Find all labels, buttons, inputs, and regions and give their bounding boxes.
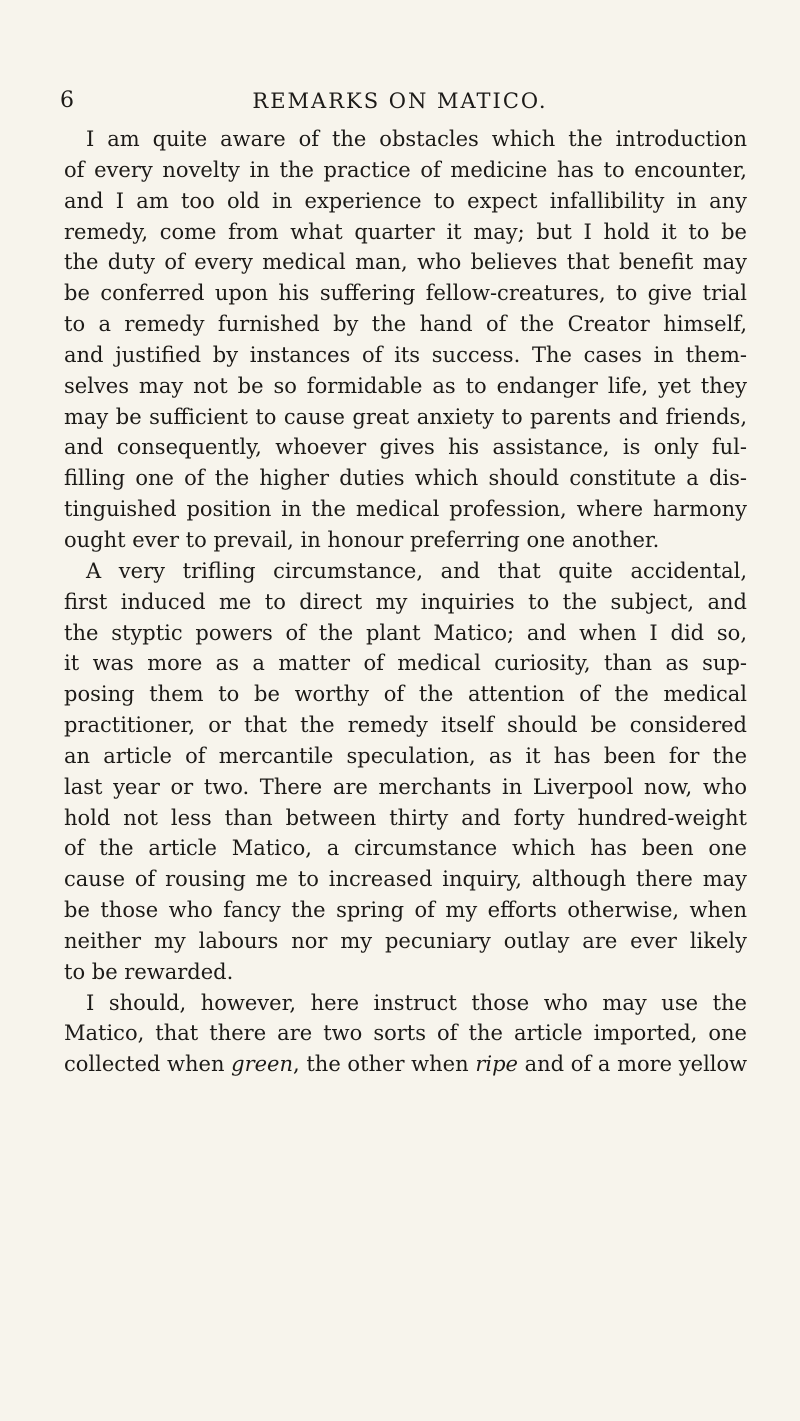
body-text [64,124,747,1080]
text-segment: , the other when [293,1052,476,1077]
text-line: Matico, that there are two sorts of the article imported, one [64,1021,747,1046]
text-line: and I am too old in experience to expect infallibility in any [64,188,747,213]
text-line [64,1049,747,1080]
text-line: I am quite aware of the obstacles which the introduction [86,127,747,151]
text-line: and justified by instances of its success. The cases in them- [64,342,747,367]
text-line: and consequently, whoever gives his assistance, is only ful- [64,435,747,460]
text-line: hold not less than between thirty and forty hundred-weight [64,805,747,830]
text-line: practitioner, or that the remedy itself should be considered [64,713,747,738]
text-segment: and of a more yellow [517,1052,748,1077]
text-line: of the article Matico, a circumstance which has been one [64,836,747,861]
text-line: to be rewarded. [64,959,234,984]
page-number: 6 [60,88,74,113]
running-head: REMARKS ON MATICO. [252,89,548,113]
text-line: an article of mercantile speculation, as it has been for the [64,743,747,768]
text-line: be conferred upon his suffering fellow-creatures, to give trial [64,281,747,306]
text-line: the duty of every medical man, who believes that benefit may [64,250,747,275]
text-line: neither my labours nor my pecuniary outlay are ever likely [64,928,747,953]
text-line: first induced me to direct my inquiries to the subject, and [64,589,747,614]
italic-word: green [231,1052,294,1077]
text-line: may be sufficient to cause great anxiety to parents and friends, [64,404,747,429]
text-line: it was more as a matter of medical curiosity, than as sup- [64,651,747,676]
text-line: remedy, come from what quarter it may; but I hold it to be [64,219,747,244]
italic-word: ripe [475,1052,518,1077]
text-line: posing them to be worthy of the attention of the medical [64,682,747,707]
text-segment: collected when [64,1052,232,1077]
text-line: to a remedy furnished by the hand of the Creator himself, [64,312,747,337]
text-line: filling one of the higher duties which should constitute a dis- [64,466,747,491]
text-line: cause of rousing me to increased inquiry, although there may [64,867,747,892]
text-line: the styptic powers of the plant Matico; and when I did so, [64,620,747,645]
text-line: be those who fancy the spring of my efforts otherwise, when [64,898,747,923]
text-line: ought ever to prevail, in honour preferring one another. [64,527,660,552]
text-line: selves may not be so formidable as to endanger life, yet they [64,373,747,398]
text-line: A very trifling circumstance, and that quite accidental, [86,558,747,583]
text-line: I should, however, here instruct those who may use the [86,990,747,1015]
text-line: last year or two. There are merchants in Liverpool now, who [64,774,747,799]
text-line: of every novelty in the practice of medicine has to encounter, [64,157,747,182]
text-line: tinguished position in the medical profession, where harmony [64,497,747,522]
